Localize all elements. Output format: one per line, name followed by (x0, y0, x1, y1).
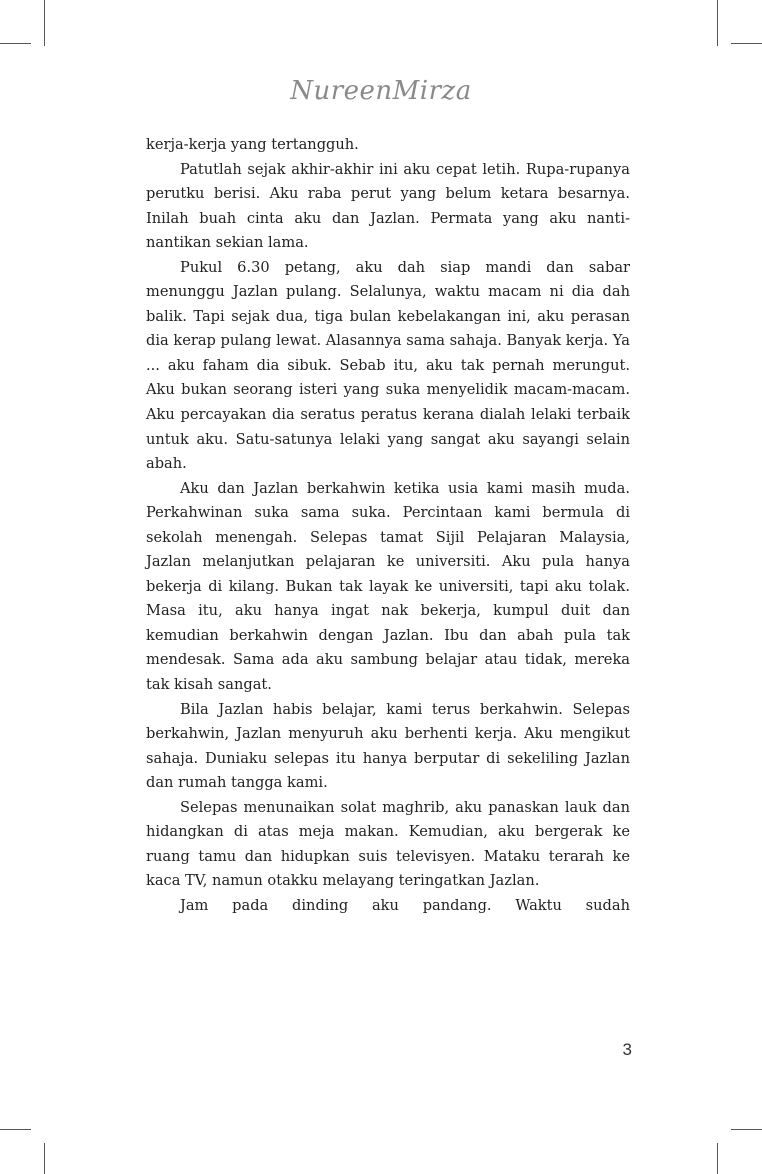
paragraph: Bila Jazlan habis belajar, kami terus berkahwin. Selepas berkahwin, Jazlan menyuruh aku berhenti kerja. Aku mengikut sahaja. Duniaku selepas itu hanya berputar di sekeliling Jazlan dan rumah tangga kami. (146, 700, 630, 792)
crop-mark-top-right-vertical (717, 0, 718, 46)
paragraph: Jam pada dinding aku pandang. Waktu sudah (180, 896, 630, 914)
running-header-author: NureenMirza (290, 76, 472, 106)
paragraph: Patutlah sejak akhir-akhir ini aku cepat letih. Rupa-rupanya perutku berisi. Aku raba perut yang belum ketara besarnya. Inilah buah cinta aku dan Jazlan. Permata yang aku nanti-nantikan sekian lama. (146, 160, 630, 252)
crop-mark-bottom-left-horizontal (0, 1129, 31, 1130)
paragraph: Pukul 6.30 petang, aku dah siap mandi dan sabar menunggu Jazlan pulang. Selalunya, waktu macam ni dia dah balik. Tapi sejak dua, tiga bulan kebelakangan ini, aku perasan dia kerap pulang lewat. Alasannya sama sahaja. Banyak kerja. Ya ... aku faham dia sibuk. Sebab itu, aku tak pernah merungut. Aku bukan seorang isteri yang suka menyelidik macam-macam. Aku percayakan dia seratus peratus kerana dialah lelaki terbaik untuk aku. Satu-satunya lelaki yang sangat aku sayangi selain abah. (146, 258, 630, 473)
page-number: 3 (622, 1040, 632, 1059)
crop-mark-top-right-horizontal (731, 43, 762, 44)
crop-mark-bottom-left-vertical (44, 1143, 45, 1174)
crop-mark-bottom-right-horizontal (731, 1129, 762, 1130)
paragraph: kerja-kerja yang tertangguh. (146, 136, 359, 153)
crop-mark-top-left-vertical (44, 0, 45, 46)
paragraph: Aku dan Jazlan berkahwin ketika usia kami masih muda. Perkahwinan suka sama suka. Percintaan kami bermula di sekolah menengah. Selepas tamat Sijil Pelajaran Malaysia, Jazlan melanjutkan pelajaran ke universiti. Aku pula hanya bekerja di kilang. Bukan tak layak ke universiti, tapi aku tolak. Masa itu, aku hanya ingat nak bekerja, kumpul duit dan kemudian berkahwin dengan Jazlan. Ibu dan abah pula tak mendesak. Sama ada aku sambung belajar atau tidak, mereka tak kisah sangat. (146, 479, 630, 694)
crop-mark-top-left-horizontal (0, 43, 31, 44)
body-text (146, 133, 630, 919)
paragraph: Selepas menunaikan solat maghrib, aku panaskan lauk dan hidangkan di atas meja makan. Kemudian, aku bergerak ke ruang tamu dan hidupkan suis televisyen. Mataku terarah ke kaca TV, namun otakku melayang teringatkan Jazlan. (146, 798, 630, 890)
crop-mark-bottom-right-vertical (717, 1143, 718, 1174)
